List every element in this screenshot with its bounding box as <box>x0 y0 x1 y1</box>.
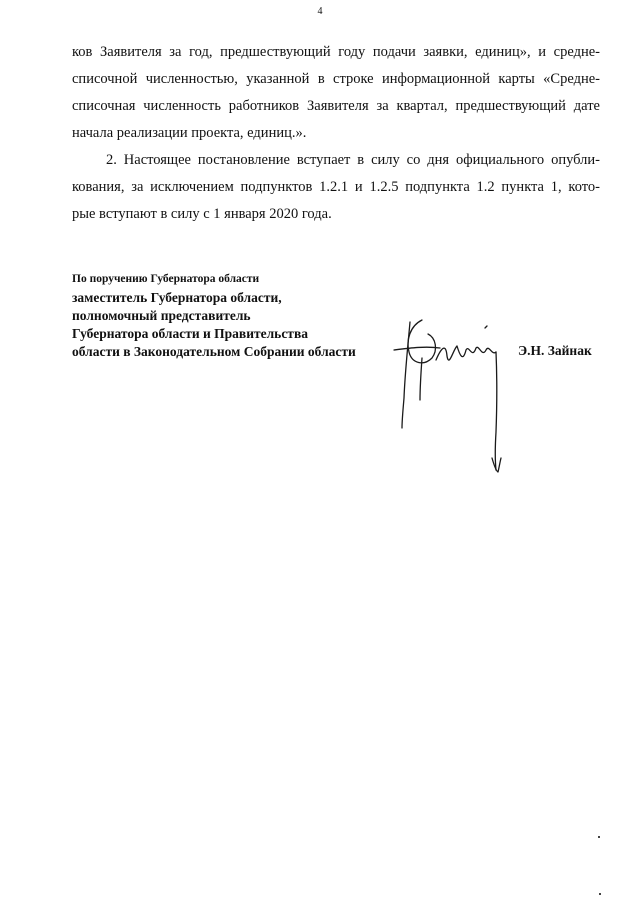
text-line: рые вступают в силу с 1 января 2020 года. <box>72 206 332 222</box>
text-line: кования, за исключением подпунктов 1.2.1 и 1.2.5 подпункта 1.2 пункта 1, кото- <box>72 179 600 195</box>
authority-line: По поручению Губернатора области <box>72 273 260 285</box>
scan-artifact <box>599 893 601 895</box>
position-line: Губернатора области и Правительства <box>72 326 308 341</box>
signer-name: Э.Н. Зайнак <box>518 343 592 358</box>
position-line: заместитель Губернатора области, <box>72 290 282 305</box>
page-number: 4 <box>317 6 323 17</box>
scan-artifact <box>598 836 600 838</box>
text-line: ков Заявителя за год, предшествующий году подачи заявки, единиц», и средне- <box>72 44 600 60</box>
text-line: списочная численность работников Заявителя за квартал, предшествующий дате <box>72 98 600 114</box>
text-line: списочной численностью, указанной в строке информационной карты «Средне- <box>72 71 600 87</box>
text-line: начала реализации проекта, единиц.». <box>72 125 307 141</box>
text-line: 2. Настоящее постановление вступает в силу со дня официального опубли- <box>106 152 600 168</box>
position-line: области в Законодательном Собрании области <box>72 344 356 359</box>
position-line: полномочный представитель <box>72 308 251 323</box>
